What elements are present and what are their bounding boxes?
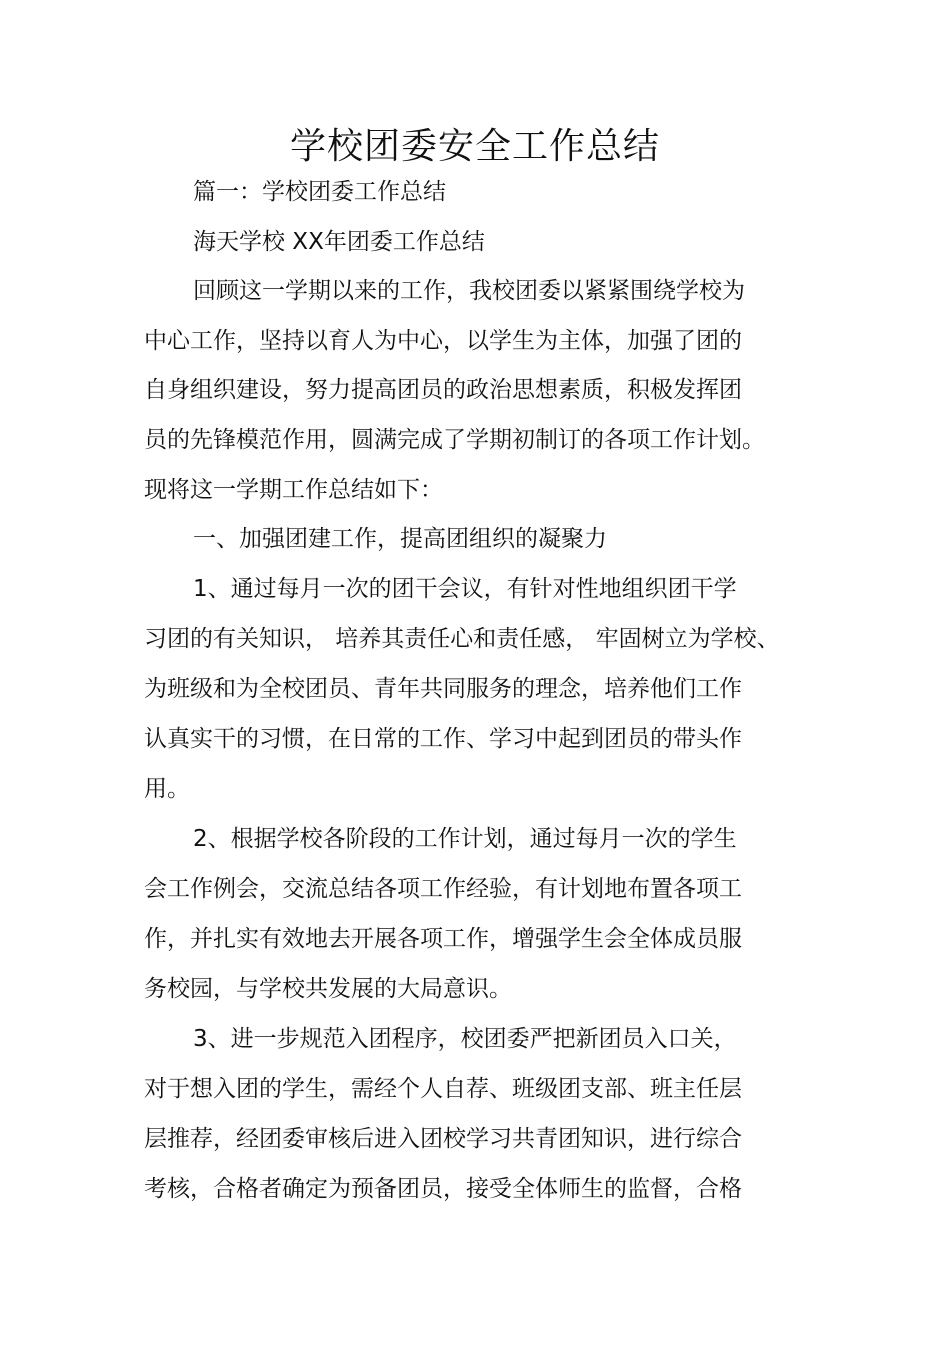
paragraph-line: 考核，合格者确定为预备团员，接受全体师生的监督，合格 [144, 1176, 742, 1202]
paragraph-line: 作，并扎实有效地去开展各项工作，增强学生会全体成员服 [144, 926, 742, 952]
paragraph-line: 2、根据学校各阶段的工作计划，通过每月一次的学生 [193, 826, 737, 852]
paragraph-line: 认真实干的习惯，在日常的工作、学习中起到团员的带头作 [144, 726, 742, 752]
paragraph-line: 3、进一步规范入团程序，校团委严把新团员入口关， [193, 1026, 737, 1052]
document-header-line: 海天学校 XX年团委工作总结 [193, 229, 485, 255]
paragraph-line: 对于想入团的学生，需经个人自荐、班级团支部、班主任层 [144, 1076, 742, 1102]
paragraph-line: 会工作例会，交流总结各项工作经验，有计划地布置各项工 [144, 876, 742, 902]
paragraph-line: 自身组织建设，努力提高团员的政治思想素质，积极发挥团 [144, 377, 742, 403]
paragraph-line: 为班级和为全校团员、青年共同服务的理念，培养他们工作 [144, 676, 742, 702]
paragraph-line: 员的先锋模范作用，圆满完成了学期初制订的各项工作计划。 [144, 427, 765, 453]
paragraph-line: 1、通过每月一次的团干会议，有针对性地组织团干学 [193, 576, 737, 602]
paragraph-line: 习团的有关知识， 培养其责任心和责任感， 牢固树立为学校、 [144, 626, 780, 652]
section-heading: 一、加强团建工作，提高团组织的凝聚力 [193, 526, 607, 552]
paragraph-line: 回顾这一学期以来的工作，我校团委以紧紧围绕学校为 [193, 278, 745, 304]
document-subtitle: 篇一：学校团委工作总结 [193, 179, 446, 205]
paragraph-line: 层推荐，经团委审核后进入团校学习共青团知识，进行综合 [144, 1126, 742, 1152]
document-title: 学校团委安全工作总结 [289, 126, 660, 167]
paragraph-line: 中心工作，坚持以育人为中心，以学生为主体，加强了团的 [144, 328, 742, 354]
paragraph-line: 用。 [144, 776, 190, 802]
paragraph-line: 务校园，与学校共发展的大局意识。 [144, 976, 512, 1002]
paragraph-line: 现将这一学期工作总结如下： [144, 477, 443, 503]
